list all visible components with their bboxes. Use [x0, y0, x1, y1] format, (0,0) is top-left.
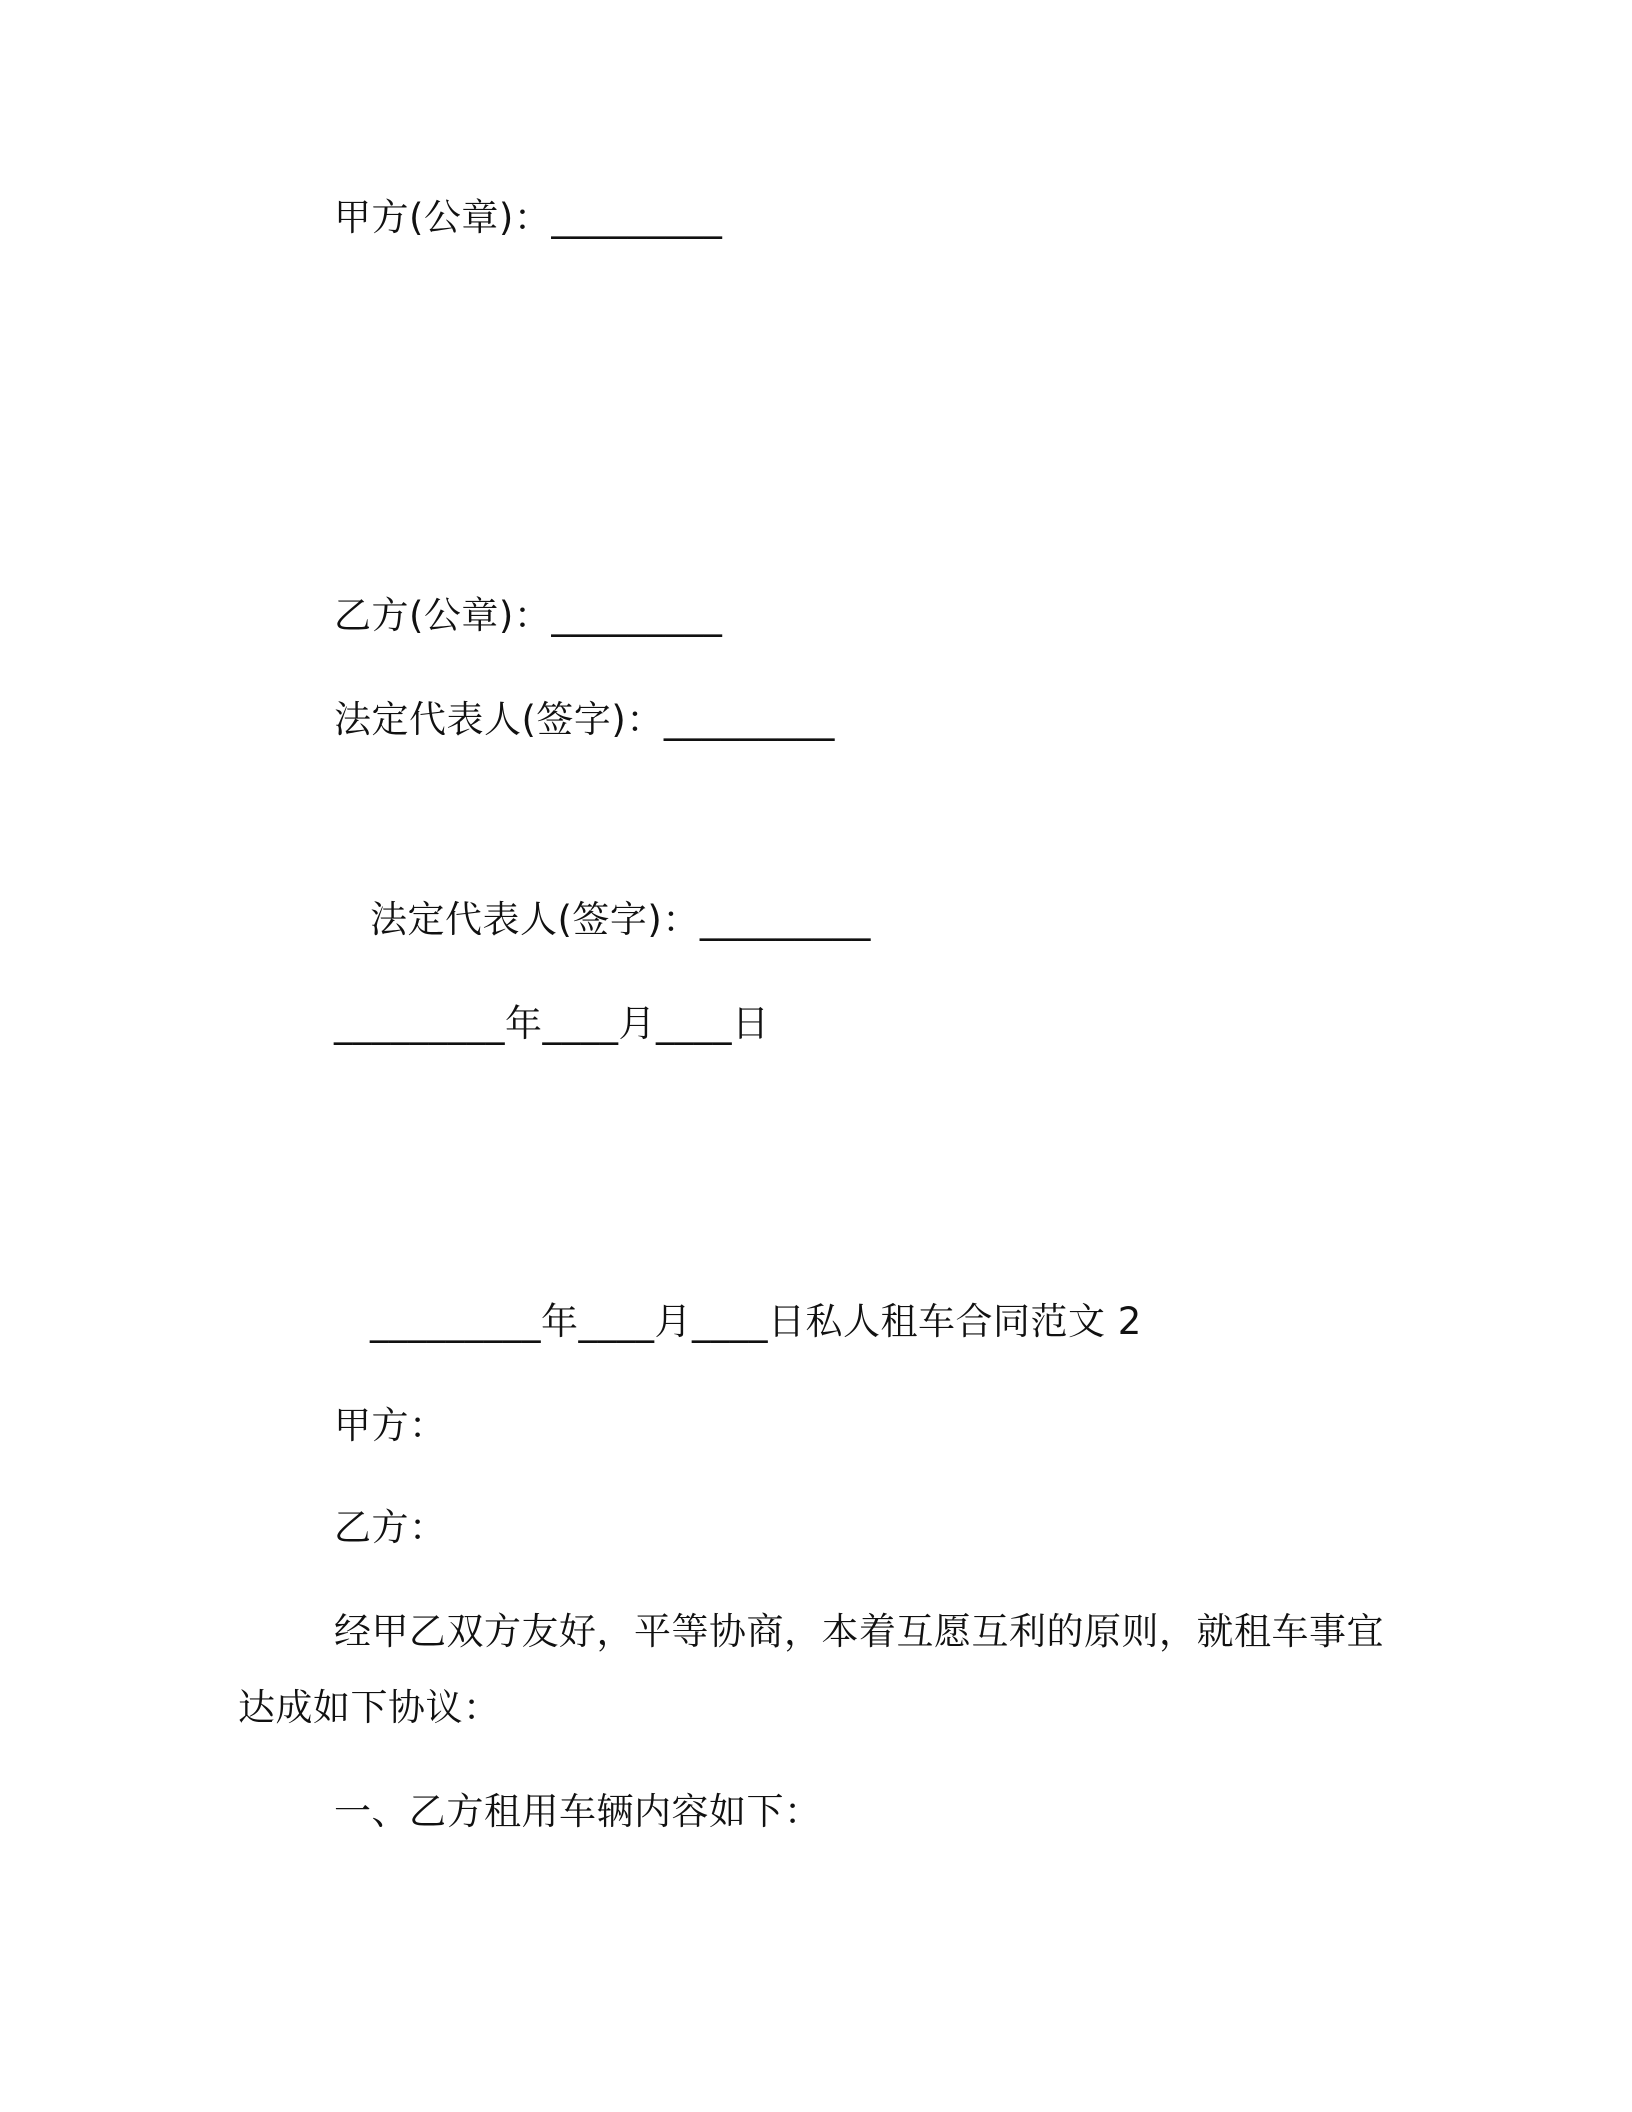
- party-b-seal-line: 乙方(公章)：_________: [334, 594, 723, 637]
- date-line: _________年____月____日: [334, 1002, 770, 1045]
- agreement-intro-line-2: 达成如下协议：: [238, 1686, 501, 1729]
- section-one-heading: 一、乙方租用车辆内容如下：: [334, 1790, 822, 1833]
- party-a-label: 甲方：: [334, 1404, 447, 1447]
- legal-representative-signature-line: 法定代表人(签字)：_________: [334, 698, 835, 741]
- contract-title-line: _________年____月____日私人租车合同范文 2: [370, 1300, 1142, 1343]
- agreement-intro-line-1: 经甲乙双方友好，平等协商，本着互愿互利的原则，就租车事宜: [334, 1610, 1384, 1653]
- party-b-label: 乙方：: [334, 1506, 447, 1549]
- legal-representative-signature-line-indented: 法定代表人(签字)：_________: [370, 898, 871, 941]
- party-a-seal-line: 甲方(公章)：_________: [334, 196, 723, 239]
